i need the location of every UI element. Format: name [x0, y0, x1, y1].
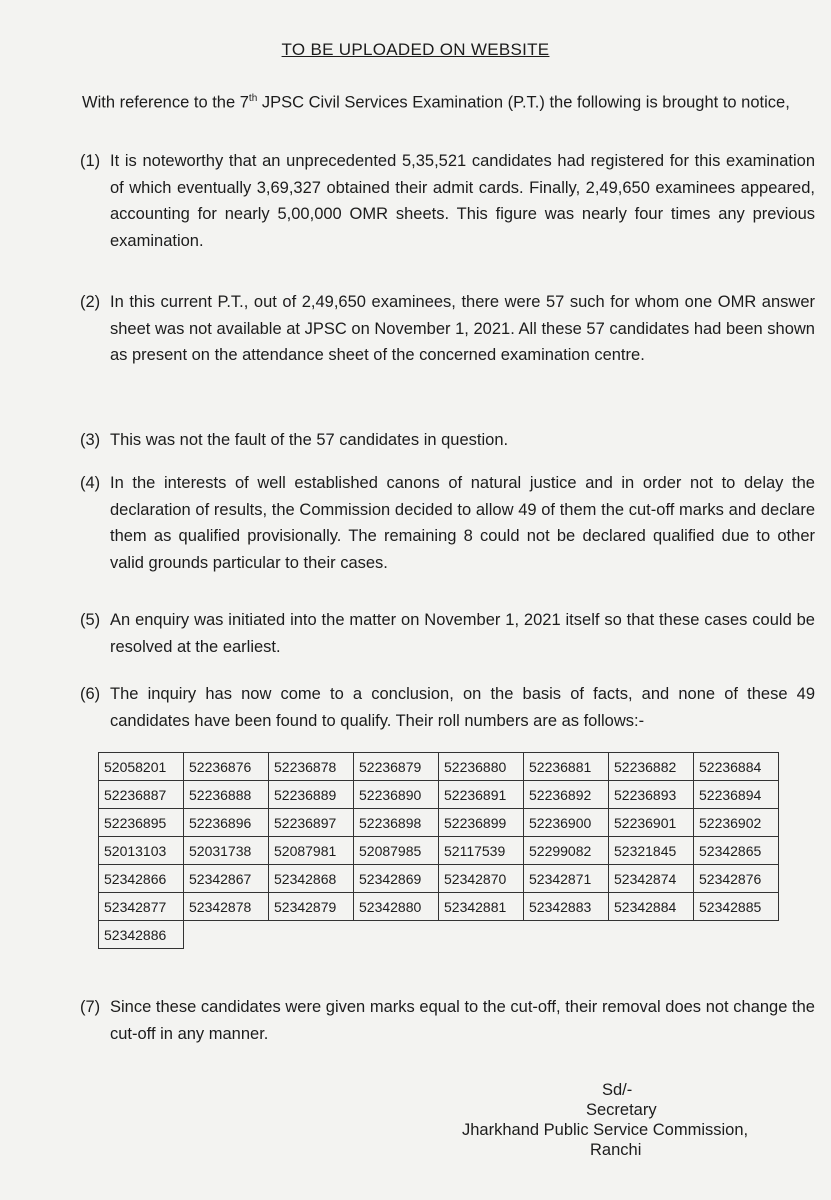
- table-row: [99, 893, 779, 921]
- item-text: In the interests of well established canons of natural justice and in order not to delay the declaration of results, the Commission decided to allow 49 of them the cut-off marks and declare them as qualified provisionally. The remaining 8 could not be declared qualified due to other valid grounds particular to their cases.: [110, 474, 815, 572]
- numbered-item-7: [80, 994, 815, 1047]
- roll-number-cell: 52236897: [269, 809, 354, 837]
- roll-number-cell: 52342886: [99, 921, 184, 949]
- roll-number-cell: 52236876: [184, 753, 269, 781]
- roll-number-cell: 52321845: [609, 837, 694, 865]
- roll-number-cell: 52342885: [694, 893, 779, 921]
- roll-number-cell: 52236896: [184, 809, 269, 837]
- roll-number-cell: 52117539: [439, 837, 524, 865]
- roll-number-cell: 52236881: [524, 753, 609, 781]
- organization-city: Ranchi: [590, 1141, 642, 1159]
- table-row: [99, 921, 779, 949]
- roll-number-cell: 52236882: [609, 753, 694, 781]
- roll-number-cell: 52087985: [354, 837, 439, 865]
- numbered-item-2: [80, 289, 815, 369]
- roll-number-cell: 52236880: [439, 753, 524, 781]
- roll-number-cell: 52342878: [184, 893, 269, 921]
- roll-number-cell: 52058201: [99, 753, 184, 781]
- roll-number-cell: 52236895: [99, 809, 184, 837]
- roll-number-cell: 52236900: [524, 809, 609, 837]
- roll-number-cell: 52236890: [354, 781, 439, 809]
- roll-number-cell: 52236884: [694, 753, 779, 781]
- item-text: It is noteworthy that an unprecedented 5,35,521 candidates had registered for this examination of which eventually 3,69,327 obtained their admit cards. Finally, 2,49,650 examinees appeared, accounting for nearly 5,00,000 OMR sheets. This figure was nearly four times any previous examination.: [110, 152, 815, 250]
- roll-number-cell: 52236891: [439, 781, 524, 809]
- roll-number-cell: 52087981: [269, 837, 354, 865]
- roll-number-cell: 52342883: [524, 893, 609, 921]
- intro-text-before: With reference to the 7: [82, 93, 249, 112]
- table-row: [99, 753, 779, 781]
- intro-paragraph: [33, 86, 813, 116]
- roll-number-cell: 52236902: [694, 809, 779, 837]
- roll-number-cell: 52236901: [609, 809, 694, 837]
- item-text: An enquiry was initiated into the matter on November 1, 2021 itself so that these cases could be resolved at the earliest.: [110, 611, 815, 656]
- roll-number-cell: 52236887: [99, 781, 184, 809]
- item-text: The inquiry has now come to a conclusion, on the basis of facts, and none of these 49 candidates have been found to qualify. Their roll numbers are as follows:-: [110, 685, 815, 730]
- signatory-title: Secretary: [586, 1101, 657, 1119]
- roll-number-cell: 52342869: [354, 865, 439, 893]
- item-number: (5): [80, 611, 101, 629]
- numbered-item-1: [80, 148, 815, 254]
- intro-superscript: th: [248, 93, 258, 104]
- roll-number-cell: 52236898: [354, 809, 439, 837]
- item-number: (3): [80, 431, 101, 449]
- item-number: (1): [80, 152, 101, 170]
- item-number: (4): [80, 474, 101, 492]
- roll-number-cell: 52342879: [269, 893, 354, 921]
- table-row: [99, 865, 779, 893]
- organization-name: Jharkhand Public Service Commission,: [462, 1121, 749, 1139]
- roll-number-cell: 52342865: [694, 837, 779, 865]
- roll-number-cell: 52342880: [354, 893, 439, 921]
- roll-number-cell: 52342866: [99, 865, 184, 893]
- roll-number-cell: 52342881: [439, 893, 524, 921]
- roll-number-cell: 52342868: [269, 865, 354, 893]
- signature-sd: Sd/-: [602, 1081, 633, 1099]
- roll-number-cell: 52299082: [524, 837, 609, 865]
- document-heading: TO BE UPLOADED ON WEBSITE: [281, 40, 550, 59]
- table-row: [99, 837, 779, 865]
- roll-number-cell: 52342877: [99, 893, 184, 921]
- roll-number-cell: 52236894: [694, 781, 779, 809]
- item-number: (7): [80, 998, 101, 1016]
- roll-number-cell: 52342876: [694, 865, 779, 893]
- item-number: (6): [80, 685, 101, 703]
- roll-number-cell: 52342874: [609, 865, 694, 893]
- roll-number-cell: 52236889: [269, 781, 354, 809]
- numbered-item-3: [80, 427, 815, 454]
- numbered-item-5: [80, 607, 815, 660]
- roll-number-cell: 52342884: [609, 893, 694, 921]
- roll-number-cell: 52236878: [269, 753, 354, 781]
- roll-number-cell: 52236899: [439, 809, 524, 837]
- roll-number-cell: 52031738: [184, 837, 269, 865]
- numbered-item-4: [80, 470, 815, 576]
- roll-number-cell: 52342871: [524, 865, 609, 893]
- item-number: (2): [80, 293, 101, 311]
- roll-number-cell: 52236888: [184, 781, 269, 809]
- roll-number-cell: 52342867: [184, 865, 269, 893]
- intro-text-after: JPSC Civil Services Examination (P.T.) the following is brought to notice,: [257, 93, 790, 112]
- table-row: [99, 809, 779, 837]
- item-text: This was not the fault of the 57 candidates in question.: [110, 431, 509, 449]
- roll-number-cell: 52236879: [354, 753, 439, 781]
- roll-number-table: [98, 752, 779, 949]
- numbered-item-6: [80, 681, 815, 734]
- roll-number-cell: 52342870: [439, 865, 524, 893]
- signature-block: [462, 1080, 802, 1160]
- item-text: In this current P.T., out of 2,49,650 examinees, there were 57 such for whom one OMR answer sheet was not available at JPSC on November 1, 2021. All these 57 candidates had been shown as present on the attendance sheet of the concerned examination centre.: [110, 293, 815, 364]
- roll-number-cell: 52236893: [609, 781, 694, 809]
- table-row: [99, 781, 779, 809]
- item-text: Since these candidates were given marks equal to the cut-off, their removal does not change the cut-off in any manner.: [110, 998, 815, 1043]
- roll-number-cell: 52013103: [99, 837, 184, 865]
- roll-number-cell: 52236892: [524, 781, 609, 809]
